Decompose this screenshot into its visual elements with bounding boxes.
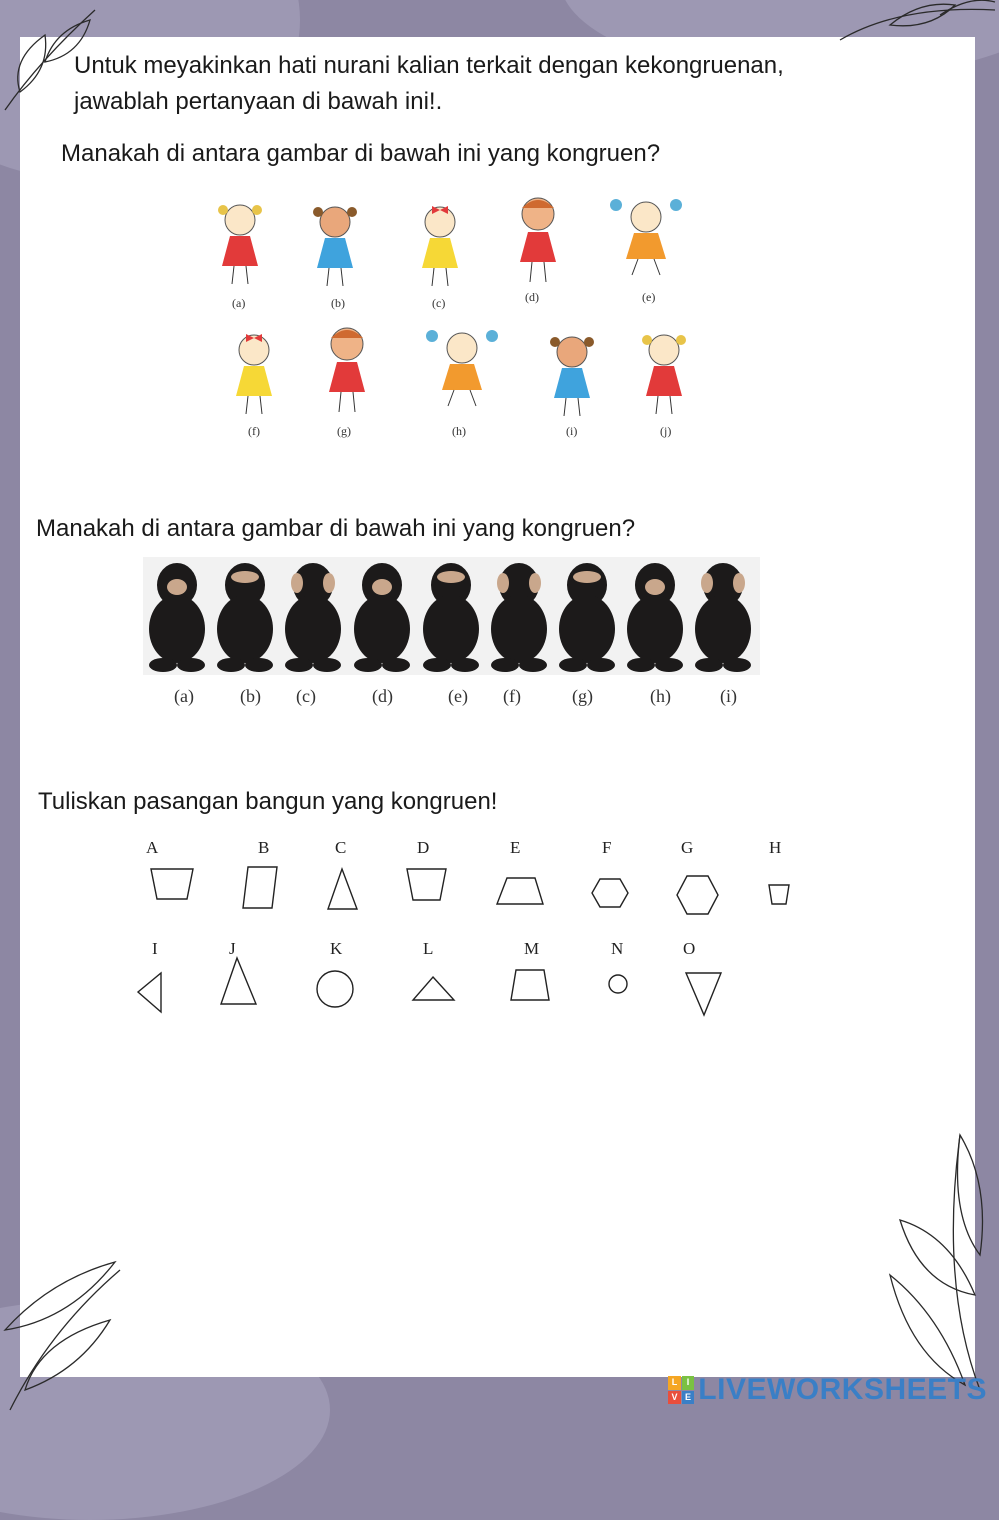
chimpanzee-figures [143, 557, 760, 675]
shape-k-circle [317, 971, 353, 1007]
shape-letter-f: F [602, 838, 612, 857]
girl-label-e: (e) [642, 290, 656, 304]
girl-label-b: (b) [331, 296, 345, 310]
liveworksheets-logo [668, 1373, 987, 1407]
girl-label-a: (a) [232, 296, 246, 310]
girl-figure-f [222, 328, 286, 418]
leaf-decoration-bottom-right [880, 1125, 999, 1395]
shape-letter-j: J [229, 939, 236, 958]
girl-label-i: (i) [566, 424, 578, 438]
shape-i-triangle [138, 973, 161, 1012]
girl-label-f: (f) [248, 424, 260, 438]
worksheet-page [20, 37, 975, 1377]
shape-letter-l: L [423, 939, 434, 958]
chimp-label-b: (b) [240, 686, 261, 706]
girl-label-g: (g) [337, 424, 351, 438]
shape-letter-g: G [681, 838, 694, 857]
girl-figure-c [408, 200, 472, 290]
chimp-label-a: (a) [174, 686, 194, 706]
geometric-shapes [0, 860, 999, 1030]
chimp-label-c: (c) [296, 686, 316, 706]
girl-figure-i [540, 330, 604, 420]
shape-g-hexagon [677, 876, 718, 914]
girl-label-c: (c) [432, 296, 446, 310]
intro-line-1: Untuk meyakinkan hati nurani kalian terkait dengan kekongruenan, [74, 52, 784, 79]
logo-cube-letter: L [668, 1376, 681, 1390]
girl-figure-b [303, 200, 367, 290]
shape-f-hexagon [592, 879, 628, 907]
chimp-label-e: (e) [448, 686, 468, 706]
girl-label-d: (d) [525, 290, 539, 304]
logo-cube-icon [668, 1376, 694, 1404]
logo-cube-letter: E [682, 1391, 695, 1405]
shape-m-trapezoid [511, 970, 549, 1000]
intro-line-2: jawablah pertanyaan di bawah ini!. [74, 88, 443, 115]
shape-b-parallelogram [243, 867, 277, 908]
shape-j-triangle [221, 958, 256, 1004]
shape-letter-a: A [146, 838, 159, 857]
leaf-decoration-bottom-left [0, 1250, 130, 1415]
chimp-label-f: (f) [503, 686, 521, 706]
shape-h-trapezoid [769, 885, 789, 904]
girl-figure-j [632, 328, 696, 418]
shape-letter-k: K [330, 939, 343, 958]
shape-letter-i: I [152, 939, 158, 958]
girl-label-j: (j) [660, 424, 672, 438]
question-1-text: Manakah di antara gambar di bawah ini yang kongruen? [61, 140, 661, 167]
shape-a-trapezoid [151, 869, 193, 899]
shape-d-trapezoid [407, 869, 446, 900]
shape-letter-d: D [417, 838, 430, 857]
girl-figure-h [418, 326, 506, 411]
shape-letter-o: O [683, 939, 696, 958]
chimp-label-d: (d) [372, 686, 393, 706]
logo-text: LIVEWORKSHEETS [698, 1373, 987, 1406]
chimp-label-g: (g) [572, 686, 593, 706]
question-2-text: Manakah di antara gambar di bawah ini yang kongruen? [36, 515, 636, 542]
shape-letter-h: H [769, 838, 782, 857]
leaf-decoration-top-right [830, 0, 999, 45]
girl-figure-g [315, 322, 379, 417]
shape-e-trapezoid [497, 878, 543, 904]
shape-n-circle [609, 975, 627, 993]
shape-o-triangle [686, 973, 721, 1015]
shape-c-triangle [328, 869, 357, 909]
shape-letter-m: M [524, 939, 540, 958]
shape-letter-b: B [258, 838, 270, 857]
chimp-label-i: (i) [720, 686, 737, 706]
shape-letter-n: N [611, 939, 624, 958]
shape-letter-c: C [335, 838, 347, 857]
chimp-label-h: (h) [650, 686, 671, 706]
shape-letter-e: E [510, 838, 521, 857]
girl-label-h: (h) [452, 424, 466, 438]
chimpanzee-image-strip [143, 557, 760, 675]
shape-l-triangle [413, 977, 454, 1000]
girl-figure-a [208, 198, 272, 288]
girl-figure-e [602, 195, 690, 280]
logo-cube-letter: I [682, 1376, 695, 1390]
girl-figure-d [506, 192, 570, 287]
logo-cube-letter: V [668, 1391, 681, 1405]
question-3-text: Tuliskan pasangan bangun yang kongruen! [38, 788, 498, 815]
